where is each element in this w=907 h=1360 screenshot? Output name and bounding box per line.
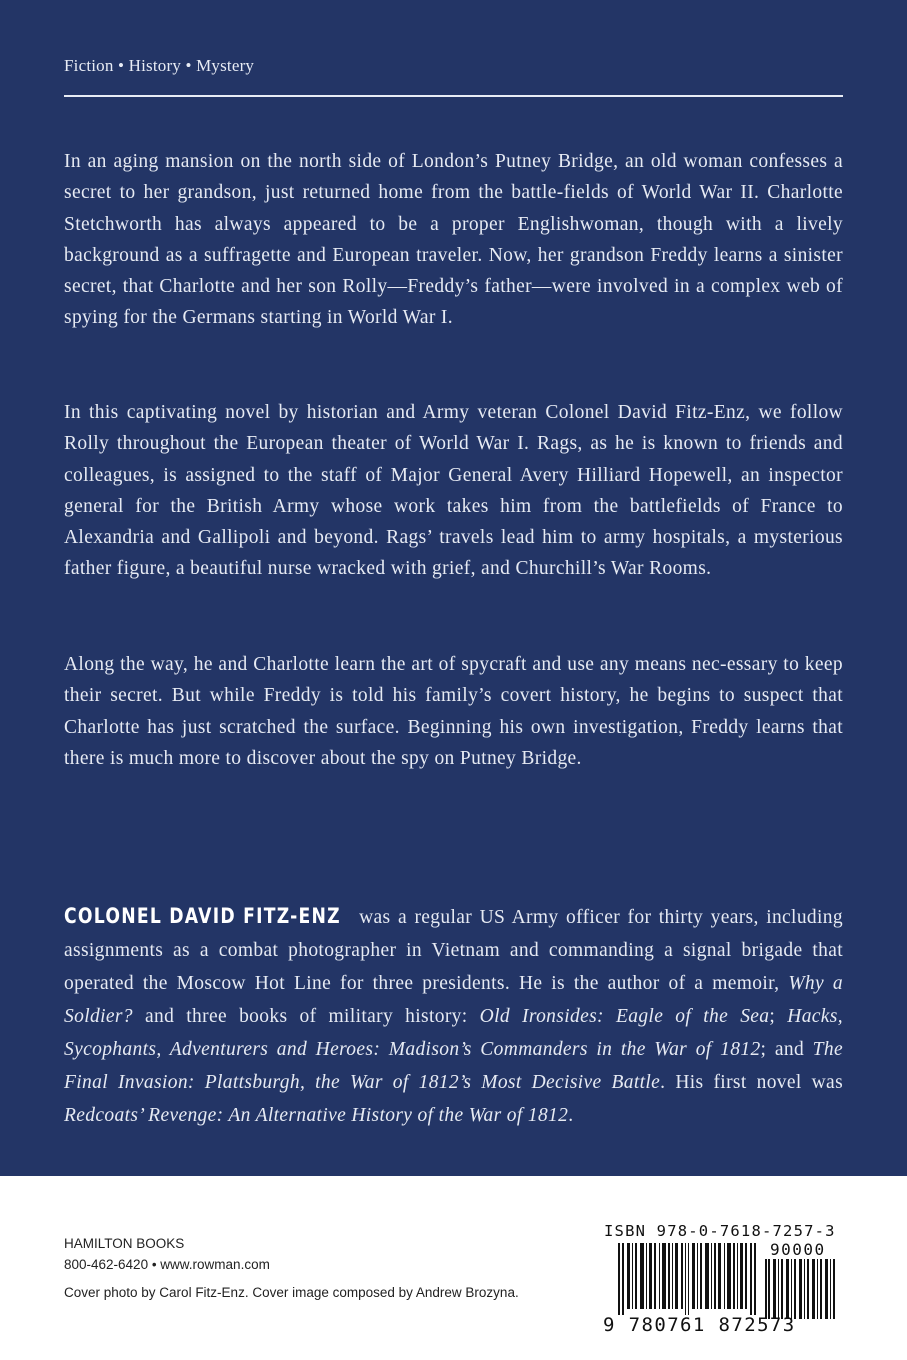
isbn-label: ISBN 978-0-7618-7257-3 — [604, 1222, 836, 1240]
author-name: COLONEL DAVID FITZ-ENZ — [64, 904, 341, 928]
bio-text: . — [568, 1105, 574, 1126]
barcode-icon — [618, 1243, 760, 1315]
description-paragraph-3: Along the way, he and Charlotte learn the art of spycraft and use any means nec-essary to keep their secret. But while Freddy is told his family’s covert history, he begins to suspect that Charlotte has just scratched the surface. Beginning his own investigation, Freddy learns that there is much more to discover about the spy on Putney Bridge. — [64, 654, 843, 769]
description-paragraph-2: In this captivating novel by historian and Army veteran Colonel David Fitz-Enz, we follow Rolly throughout the European theater of World War I. Rags, as he is known to friends and colleagues, is assigned to the staff of Major General Avery Hilliard Hopewell, an inspector general for the British Army whose work takes him from the battlefields of France to Alexandria and Gallipoli and beyond. Rags’ travels lead him to army hospitals, a mysterious father figure, a beautiful nurse wracked with grief, and Churchill’s War Rooms. — [64, 402, 843, 580]
barcode-addon-digits: 90000 — [770, 1240, 826, 1259]
book-title: The Final Invasion: Plattsburgh, the War of 1812’s Most Decisive Battle — [64, 1039, 843, 1093]
book-title: Old Ironsides: Eagle of the Sea — [479, 1006, 770, 1027]
publisher-block — [64, 1233, 270, 1275]
book-title: Redcoats’ Revenge: An Alternative History of the War of 1812 — [64, 1105, 569, 1126]
bio-text: . His first novel was — [660, 1072, 844, 1093]
bio-text: was a regular US Army officer for thirty years, including assignments as a combat photographer in Vietnam and commanding a signal brigade that operated the Moscow Hot Line for three presidents. He is the author of a memoir, — [64, 907, 843, 994]
genre-list: Fiction • History • Mystery — [64, 56, 255, 75]
ean-digits: 9 780761 872573 — [603, 1314, 796, 1336]
divider — [64, 95, 843, 97]
author-bio — [64, 900, 843, 1132]
bio-text: ; — [769, 1006, 788, 1027]
publisher-name: HAMILTON BOOKS — [64, 1236, 185, 1251]
publisher-contact: 800-462-6420 • www.rowman.com — [64, 1257, 270, 1272]
book-title: Hacks, Sycophants, Adventurers and Heroes: Madison’s Commanders in the War of 1812 — [64, 1006, 843, 1060]
bio-text: ; and — [760, 1039, 813, 1060]
book-title: Why a Soldier? — [64, 973, 844, 1027]
barcode-addon-icon — [765, 1259, 837, 1319]
description-paragraph-1: In an aging mansion on the north side of London’s Putney Bridge, an old woman confesses a secret to her grandson, just returned home from the battle-fields of World War II. Charlotte Stetchworth has always appeared to be a proper Englishwoman, though with a lively background as a suffragette and European traveler. Now, her grandson Freddy learns a sinister secret, that Charlotte and her son Rolly—Freddy’s father—were involved in a complex web of spying for the Germans starting in World War I. — [64, 151, 843, 329]
bio-text: and three books of military history: — [132, 1006, 480, 1027]
cover-credits: Cover photo by Carol Fitz-Enz. Cover image composed by Andrew Brozyna. — [64, 1285, 519, 1300]
